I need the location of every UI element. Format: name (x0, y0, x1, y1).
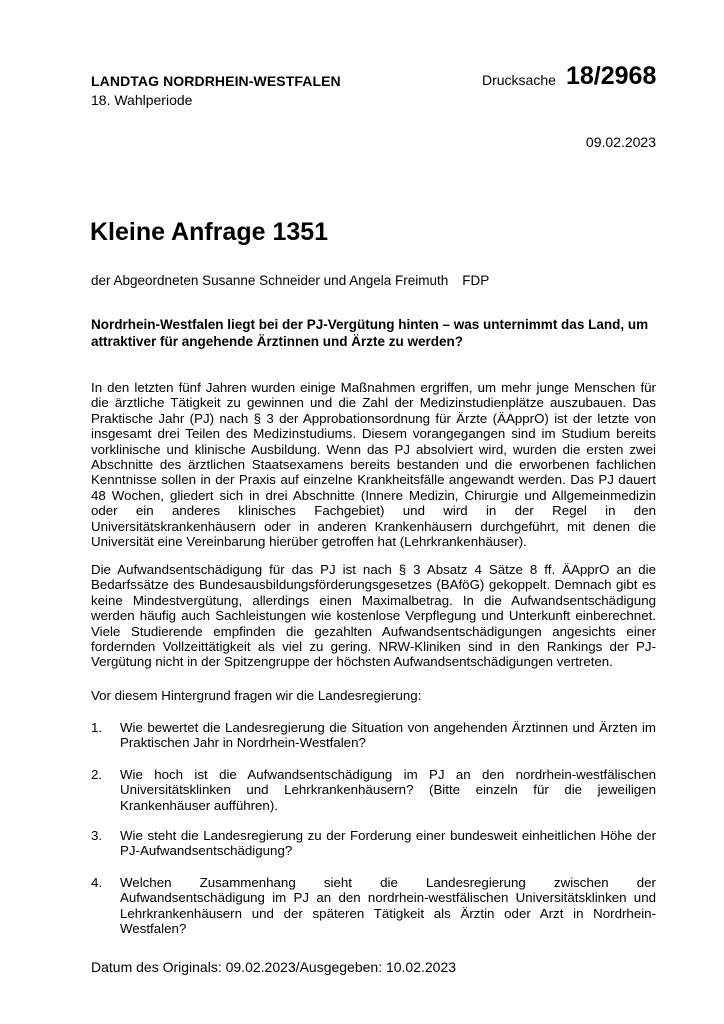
document-title: Kleine Anfrage 1351 (90, 218, 329, 246)
question-text: Wie steht die Landesregierung zu der Forderung einer bundesweit einheitlichen Höhe der PJ-Aufwandsentschädigung? (120, 828, 656, 859)
paragraph-intro: In den letzten fünf Jahren wurden einige Maßnahmen ergriffen, um mehr junge Menschen für die ärztliche Tätigkeit zu gewinnen und die Zahl der Medizinstudienplätze auszubauen. Das Praktische Jahr (PJ) nach § 3 der Approbationsordnung für Ärzte (ÄApprO) ist der letzte von insgesamt drei Teilen des Medizinstudiums. Diesem vorangegangen sind im Studium bereits vorklinische und klinische Ausbildung. Wenn das PJ absolviert wird, wurden die ersten zwei Abschnitte des ärztlichen Staatsexamens bereits bestanden und die erworbenen fachlichen Kenntnisse sollen in der Praxis auf einzelne Krankheitsfälle angewandt werden. Das PJ dauert 48 Wochen, gliedert sich in drei Abschnitte (Innere Medizin, Chirurgie und Allgemeinmedizin oder ein anderes klinisches Fachgebiet) und wird in der Regel in den Universitätskrankenhäusern oder in anderen Krankenhäusern durchgeführt, mit denen die Universität eine Vereinbarung hierüber getroffen hat (Lehrkrankenhäuser). (91, 380, 656, 550)
question-item (91, 875, 656, 937)
footer-dates: Datum des Originals: 09.02.2023/Ausgegeben: 10.02.2023 (91, 959, 457, 975)
paragraph-question-lead: Vor diesem Hintergrund fragen wir die Landesregierung: (91, 688, 422, 703)
question-number: 1. (91, 720, 103, 735)
question-number: 4. (91, 875, 103, 890)
subject-heading: Nordrhein-Westfalen liegt bei der PJ-Vergütung hinten – was unternimmt das Land, um attraktiver für angehende Ärztinnen und Ärzte zu werden? (91, 317, 649, 349)
question-text: Welchen Zusammenhang sieht die Landesregierung zwischen der Aufwandsentschädigung im PJ an den nordrhein-westfälischen Universitätsklinken und Lehrkrankenhäusern und der späteren Tätigkeit als Ärztin oder Arzt in Nordrhein-Westfalen? (120, 875, 656, 937)
authors-text: der Abgeordneten Susanne Schneider und Angela Freimuth (91, 273, 449, 288)
question-text: Wie bewertet die Landesregierung die Situation von angehenden Ärztinnen und Ärzten im Praktischen Jahr in Nordrhein-Westfalen? (120, 720, 656, 751)
drucksache-number: 18/2968 (566, 62, 657, 90)
question-item (91, 720, 656, 751)
question-item (91, 767, 656, 813)
question-number: 3. (91, 828, 103, 843)
question-item (91, 828, 656, 859)
electoral-period: 18. Wahlperiode (91, 92, 193, 108)
question-text: Wie hoch ist die Aufwandsentschädigung im PJ an den nordrhein-westfälischen Universitätsklinken und Lehrkrankenhäusern? (Bitte einzeln für die jeweiligen Krankenhäuser aufführen). (120, 767, 656, 813)
authors-line (91, 273, 489, 288)
paragraph-compensation: Die Aufwandsentschädigung für das PJ ist nach § 3 Absatz 4 Sätze 8 ff. ÄApprO an die Bedarfssätze des Bundesausbildungsförderungsgesetzes (BAföG) gekoppelt. Demnach gibt es keine Mindestvergütung, allerdings einen Maximalbetrag. In die Aufwandsentschädigung werden häufig auch Sachleistungen wie kostenlose Verpflegung und Unterkunft einberechnet. Viele Studierende empfinden die gezahlten Aufwandsentschädigungen angesichts einer fordernden Vollzeittätigkeit als viel zu gering. NRW-Kliniken sind in den Rankings der PJ-Vergütung nicht in der Spitzengruppe der höchsten Aufwandsentschädigungen vertreten. (91, 562, 656, 670)
parliament-name: LANDTAG NORDRHEIN-WESTFALEN (91, 73, 341, 89)
party-label: FDP (462, 273, 490, 288)
drucksache-label: Drucksache (482, 72, 556, 88)
document-date: 09.02.2023 (585, 134, 656, 150)
question-number: 2. (91, 767, 103, 782)
